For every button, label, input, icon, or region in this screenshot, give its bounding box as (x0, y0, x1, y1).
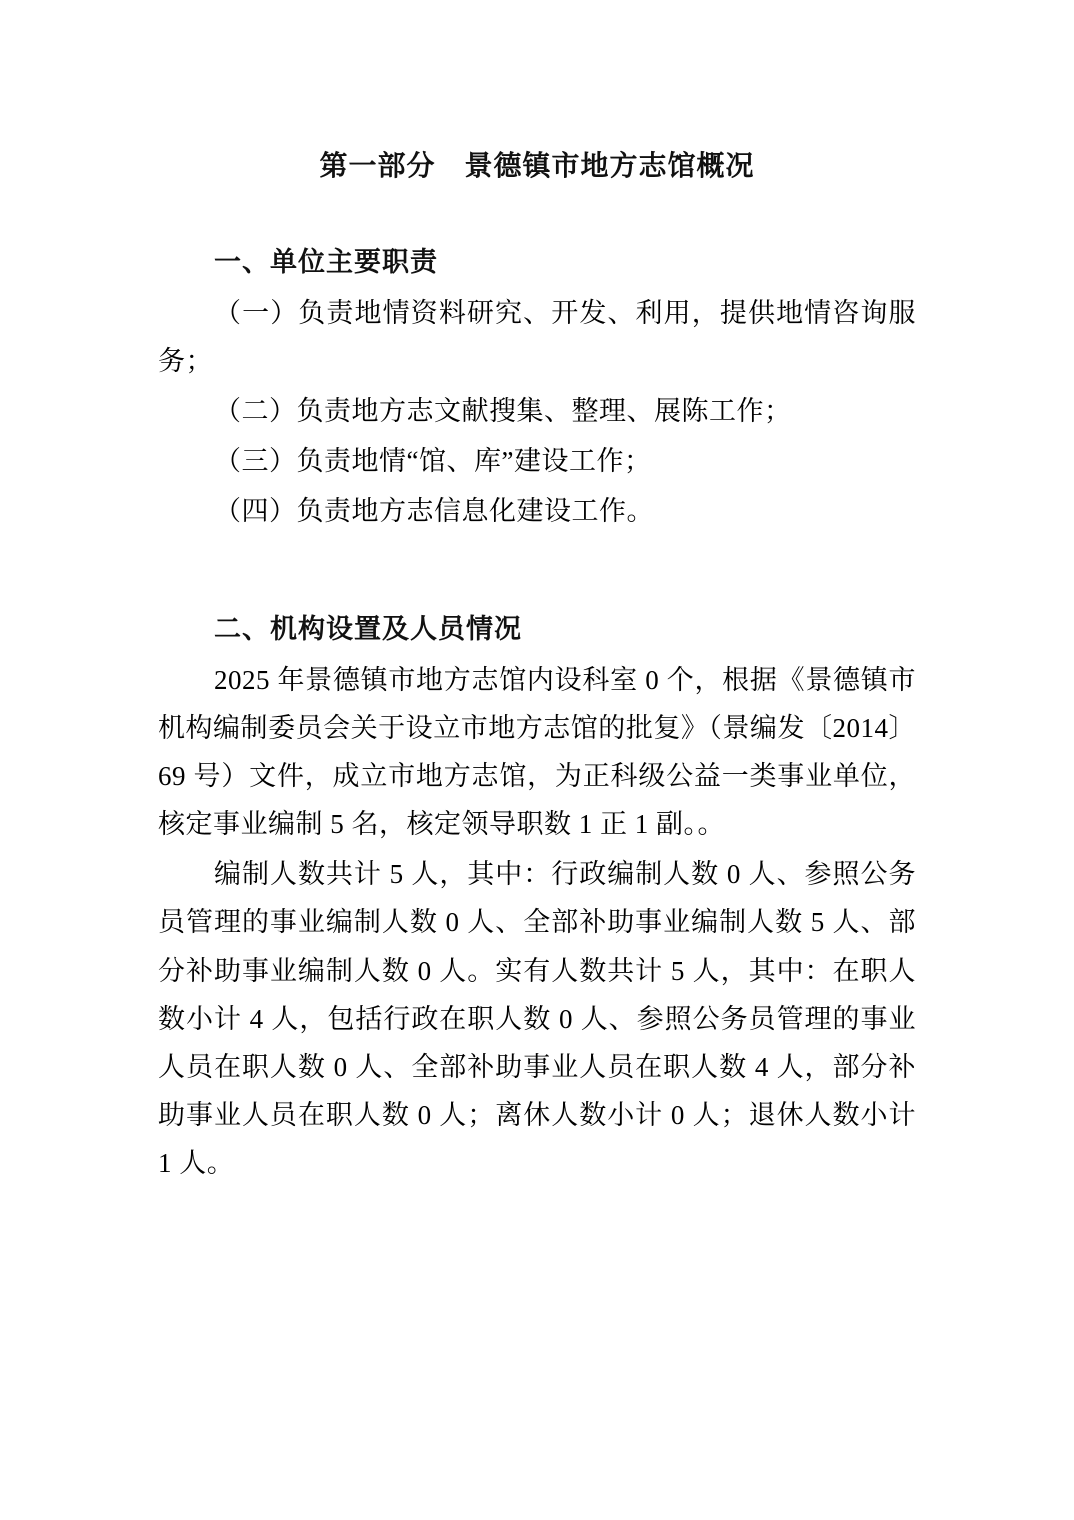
section-organization (158, 607, 916, 1187)
paragraph-org-2: 编制人数共计 5 人，其中：行政编制人数 0 人、参照公务员管理的事业编制人数 0 人、全部补助事业编制人数 5 人、部分补助事业编制人数 0 人。实有人数共计 5 人，其中：在职人数小计 4 人，包括行政在职人数 0 人、参照公务员管理的事业人员在职人数 0 人、全部补助事业人员在职人数 4 人，部分补助事业人员在职人数 0 人；离休人数小计 0 人；退休人数小计 1 人。 (158, 859, 916, 1178)
section-heading-organization: 二、机构设置及人员情况 (214, 614, 522, 645)
paragraph-duty-2: （二）负责地方志文献搜集、整理、展陈工作； (214, 396, 792, 427)
paragraph-duty-3: （三）负责地情“馆、库”建设工作； (214, 446, 652, 477)
section-heading-duties: 一、单位主要职责 (214, 247, 438, 277)
section-duties (158, 240, 916, 535)
paragraph-duty-1: （一）负责地情资料研究、开发、利用，提供地情咨询服务； (158, 298, 916, 377)
paragraph-org-1: 2025 年景德镇市地方志馆内设科室 0 个，根据《景德镇市机构编制委员会关于设立市地方志馆的批复》（景编发〔2014〕69 号）文件，成立市地方志馆，为正科级公益一类事业单位，核定事业编制 5 名，核定领导职数 1 正 1 副。。 (158, 665, 916, 840)
page-title: 第一部分 景德镇市地方志馆概况 (319, 150, 755, 181)
paragraph-duty-4: （四）负责地方志信息化建设工作。 (214, 496, 654, 527)
